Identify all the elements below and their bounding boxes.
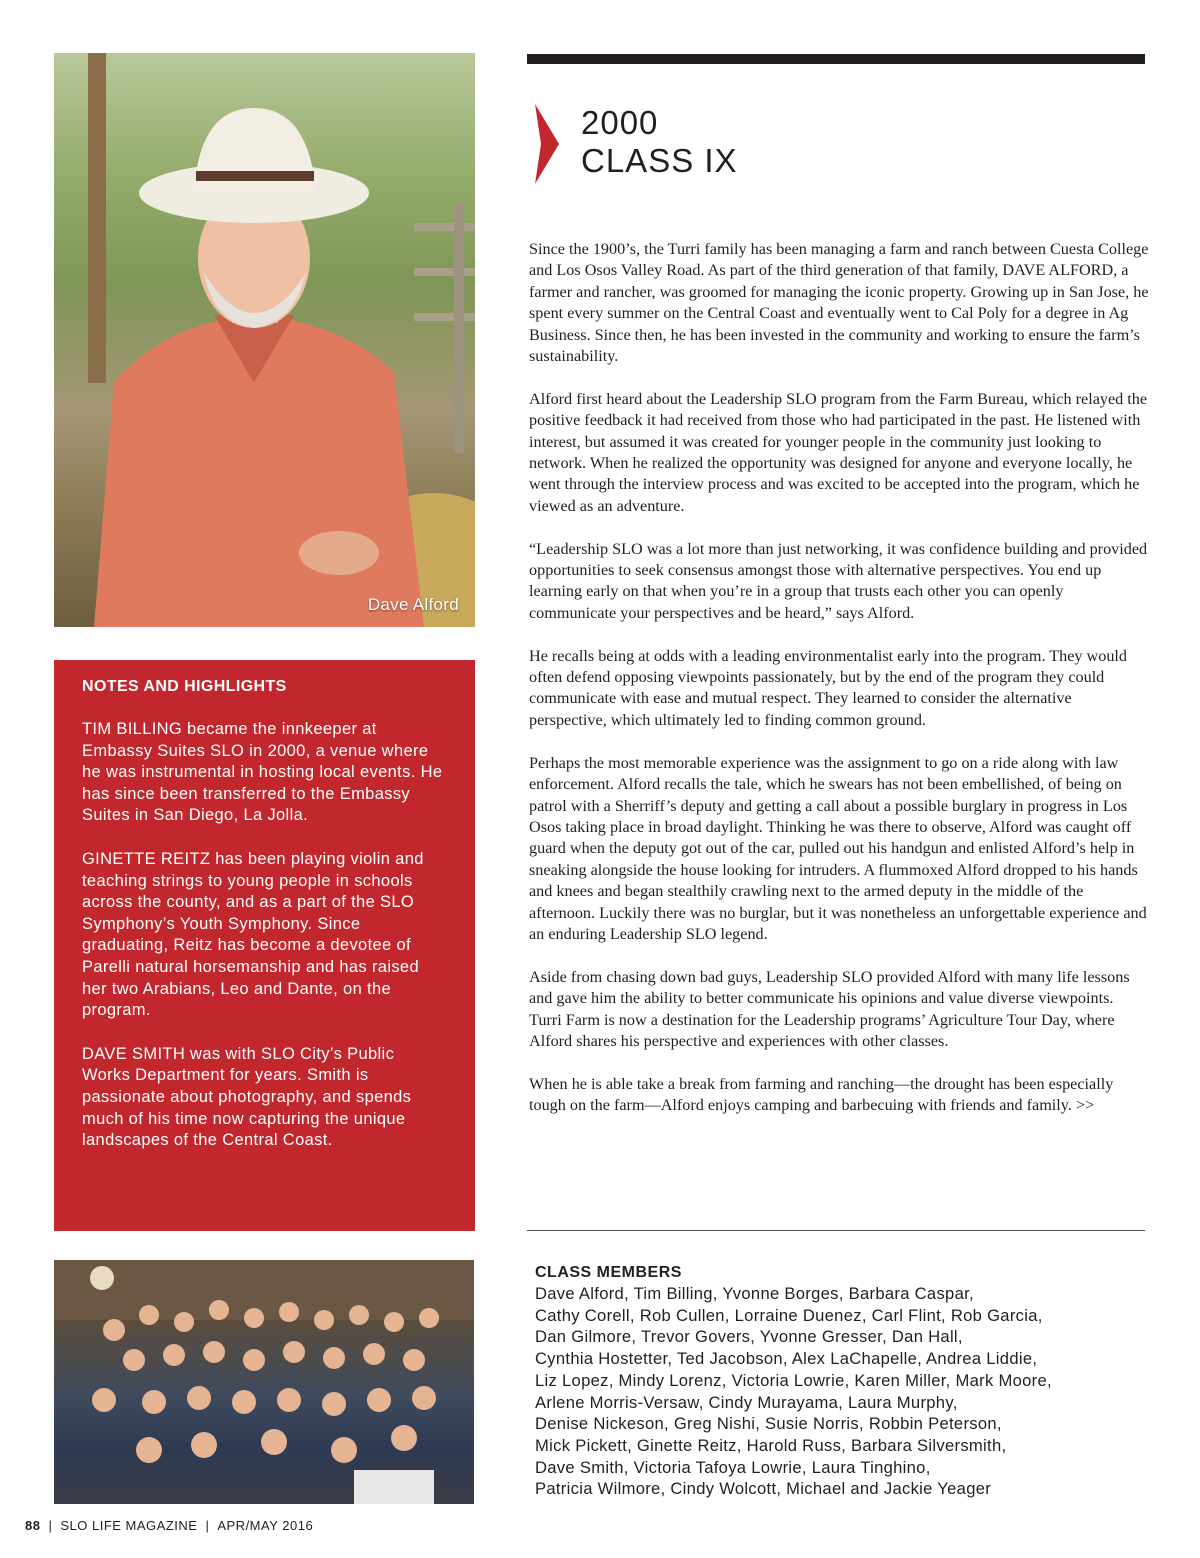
class-members-list: Dave Alford, Tim Billing, Yvonne Borges, Barbara Caspar, Cathy Corell, Rob Cullen, Lorraine Duenez, Carl Flint, Rob Garcia, Dan Gilmore, Trevor Govers, Yvonne Gresser, Dan Hall, Cynthia Hostetter, Ted Jacobson, Alex LaChapelle, Andrea Liddie, Liz Lopez, Mindy Lorenz, Victoria Lowrie, Karen Miller, Mark Moore, Arlene Morris-Versaw, Cindy Murayama, Laura Murphy, Denise Nickeson, Greg Nishi, Susie Norris, Robbin Peterson, Mick Pickett, Ginette Reitz, Harold Russ, Barbara Silversmith, Dave Smith, Victoria Tafoya Lowrie, Laura Tinghino, Patricia Wilmore, Cindy Wolcott, Michael and Jackie Yeager	[535, 1284, 1052, 1499]
article-paragraph: “Leadership SLO was a lot more than just networking, it was confidence building and provided opportunities to seek consensus amongst those with alternative perspectives. You end up learning early on that when you’re in a group that trusts each other you can openly communicate your perspectives and be heard,” says Alford.	[529, 539, 1148, 622]
article-body	[529, 239, 1149, 1138]
chevron-icon	[531, 104, 561, 184]
group-photo	[54, 1260, 474, 1504]
article-paragraph: He recalls being at odds with a leading environmentalist early into the program. They would often defend opposing viewpoints passionately, but by the end of the program they could communicate with ease and mutual respect. They learned to consider the alternative perspective, which ultimately led to finding common ground.	[529, 646, 1128, 729]
footer-separator: |	[48, 1518, 53, 1533]
article-paragraph: When he is able take a break from farming and ranching—the drought has been especially tough on the farm—Alford enjoys camping and barbecuing with friends and family. >>	[529, 1074, 1114, 1115]
class-members-title: CLASS MEMBERS	[535, 1264, 682, 1281]
article-paragraph: Alford first heard about the Leadership SLO program from the Farm Bureau, which relayed the positive feedback it had received from those who had participated in the past. He listened with interest, but assumed it was created for younger people in the community just looking to network. When he realized the opportunity was designed for anyone and everyone locally, he went through the interview process and was excited to be accepted into the program, which he viewed as an adventure.	[529, 389, 1148, 515]
portrait-photo	[54, 53, 475, 627]
heading-year: 2000	[581, 104, 659, 141]
page-number: 88	[25, 1518, 41, 1533]
heading-class: CLASS IX	[581, 142, 738, 179]
article-paragraph: Perhaps the most memorable experience was the assignment to go on a ride along with law enforcement. Alford recalls the tale, which he swears has not been embellished, of being on patrol with a Sherriff’s deputy and getting a call about a possible burglary in progress in Los Osos taking place in broad daylight. Thinking he was there to observe, Alford was caught off guard when the deputy got out of the car, pulled out his handgun and enlisted Alford’s help in sneaking alongside the house looking for intruders. A flummoxed Alford dropped to his hands and knees and began stealthily crawling next to the armed deputy in the middle of the afternoon. Luckily there was no burglar, but it was nonetheless an unforgettable experience and an enduring Leadership SLO legend.	[529, 753, 1147, 943]
class-members	[535, 1263, 1155, 1500]
footer-separator: |	[205, 1518, 210, 1533]
notes-title: NOTES AND HIGHLIGHTS	[82, 678, 287, 695]
section-divider	[527, 1230, 1145, 1231]
top-rule	[527, 54, 1145, 64]
page-footer	[25, 1518, 313, 1533]
portrait-illustration	[54, 53, 475, 627]
notes-paragraph: DAVE SMITH was with SLO City’s Public Works Department for years. Smith is passionate about photography, and spends much of his time now capturing the unique landscapes of the Central Coast.	[82, 1044, 412, 1150]
publication-name: SLO LIFE MAGAZINE	[60, 1518, 198, 1533]
notes-box	[54, 660, 475, 1231]
article-paragraph: Since the 1900’s, the Turri family has been managing a farm and ranch between Cuesta College and Los Osos Valley Road. As part of the third generation of that family, DAVE ALFORD, a farmer and rancher, was groomed for managing the iconic property. Growing up in San Jose, he spent every summer on the Central Coast and eventually went to Cal Poly for a degree in Ag Business. Since then, he has been invested in the community and working to ensure the farm’s sustainability.	[529, 240, 1149, 366]
section-heading	[581, 104, 738, 180]
article-paragraph: Aside from chasing down bad guys, Leadership SLO provided Alford with many life lessons and gave him the ability to better communicate his opinions and value diverse viewpoints. Turri Farm is now a destination for the Leadership programs’ Agriculture Tour Day, where Alford shares his perspective and experiences with other classes.	[529, 967, 1130, 1050]
issue-date: APR/MAY 2016	[217, 1518, 314, 1533]
photo-caption: Dave Alford	[367, 595, 459, 614]
notes-paragraph: TIM BILLING became the innkeeper at Embassy Suites SLO in 2000, a venue where he was instrumental in hosting local events. He has since been transferred to the Embassy Suites in San Diego, La Jolla.	[82, 720, 443, 825]
group-photo-illustration	[54, 1260, 474, 1504]
notes-paragraph: GINETTE REITZ has been playing violin and teaching strings to young people in schools across the county, and as a part of the SLO Symphony’s Youth Symphony. Since graduating, Reitz has become a devotee of Parelli natural horsemanship and has raised her two Arabians, Leo and Dante, on the program.	[82, 849, 424, 1020]
